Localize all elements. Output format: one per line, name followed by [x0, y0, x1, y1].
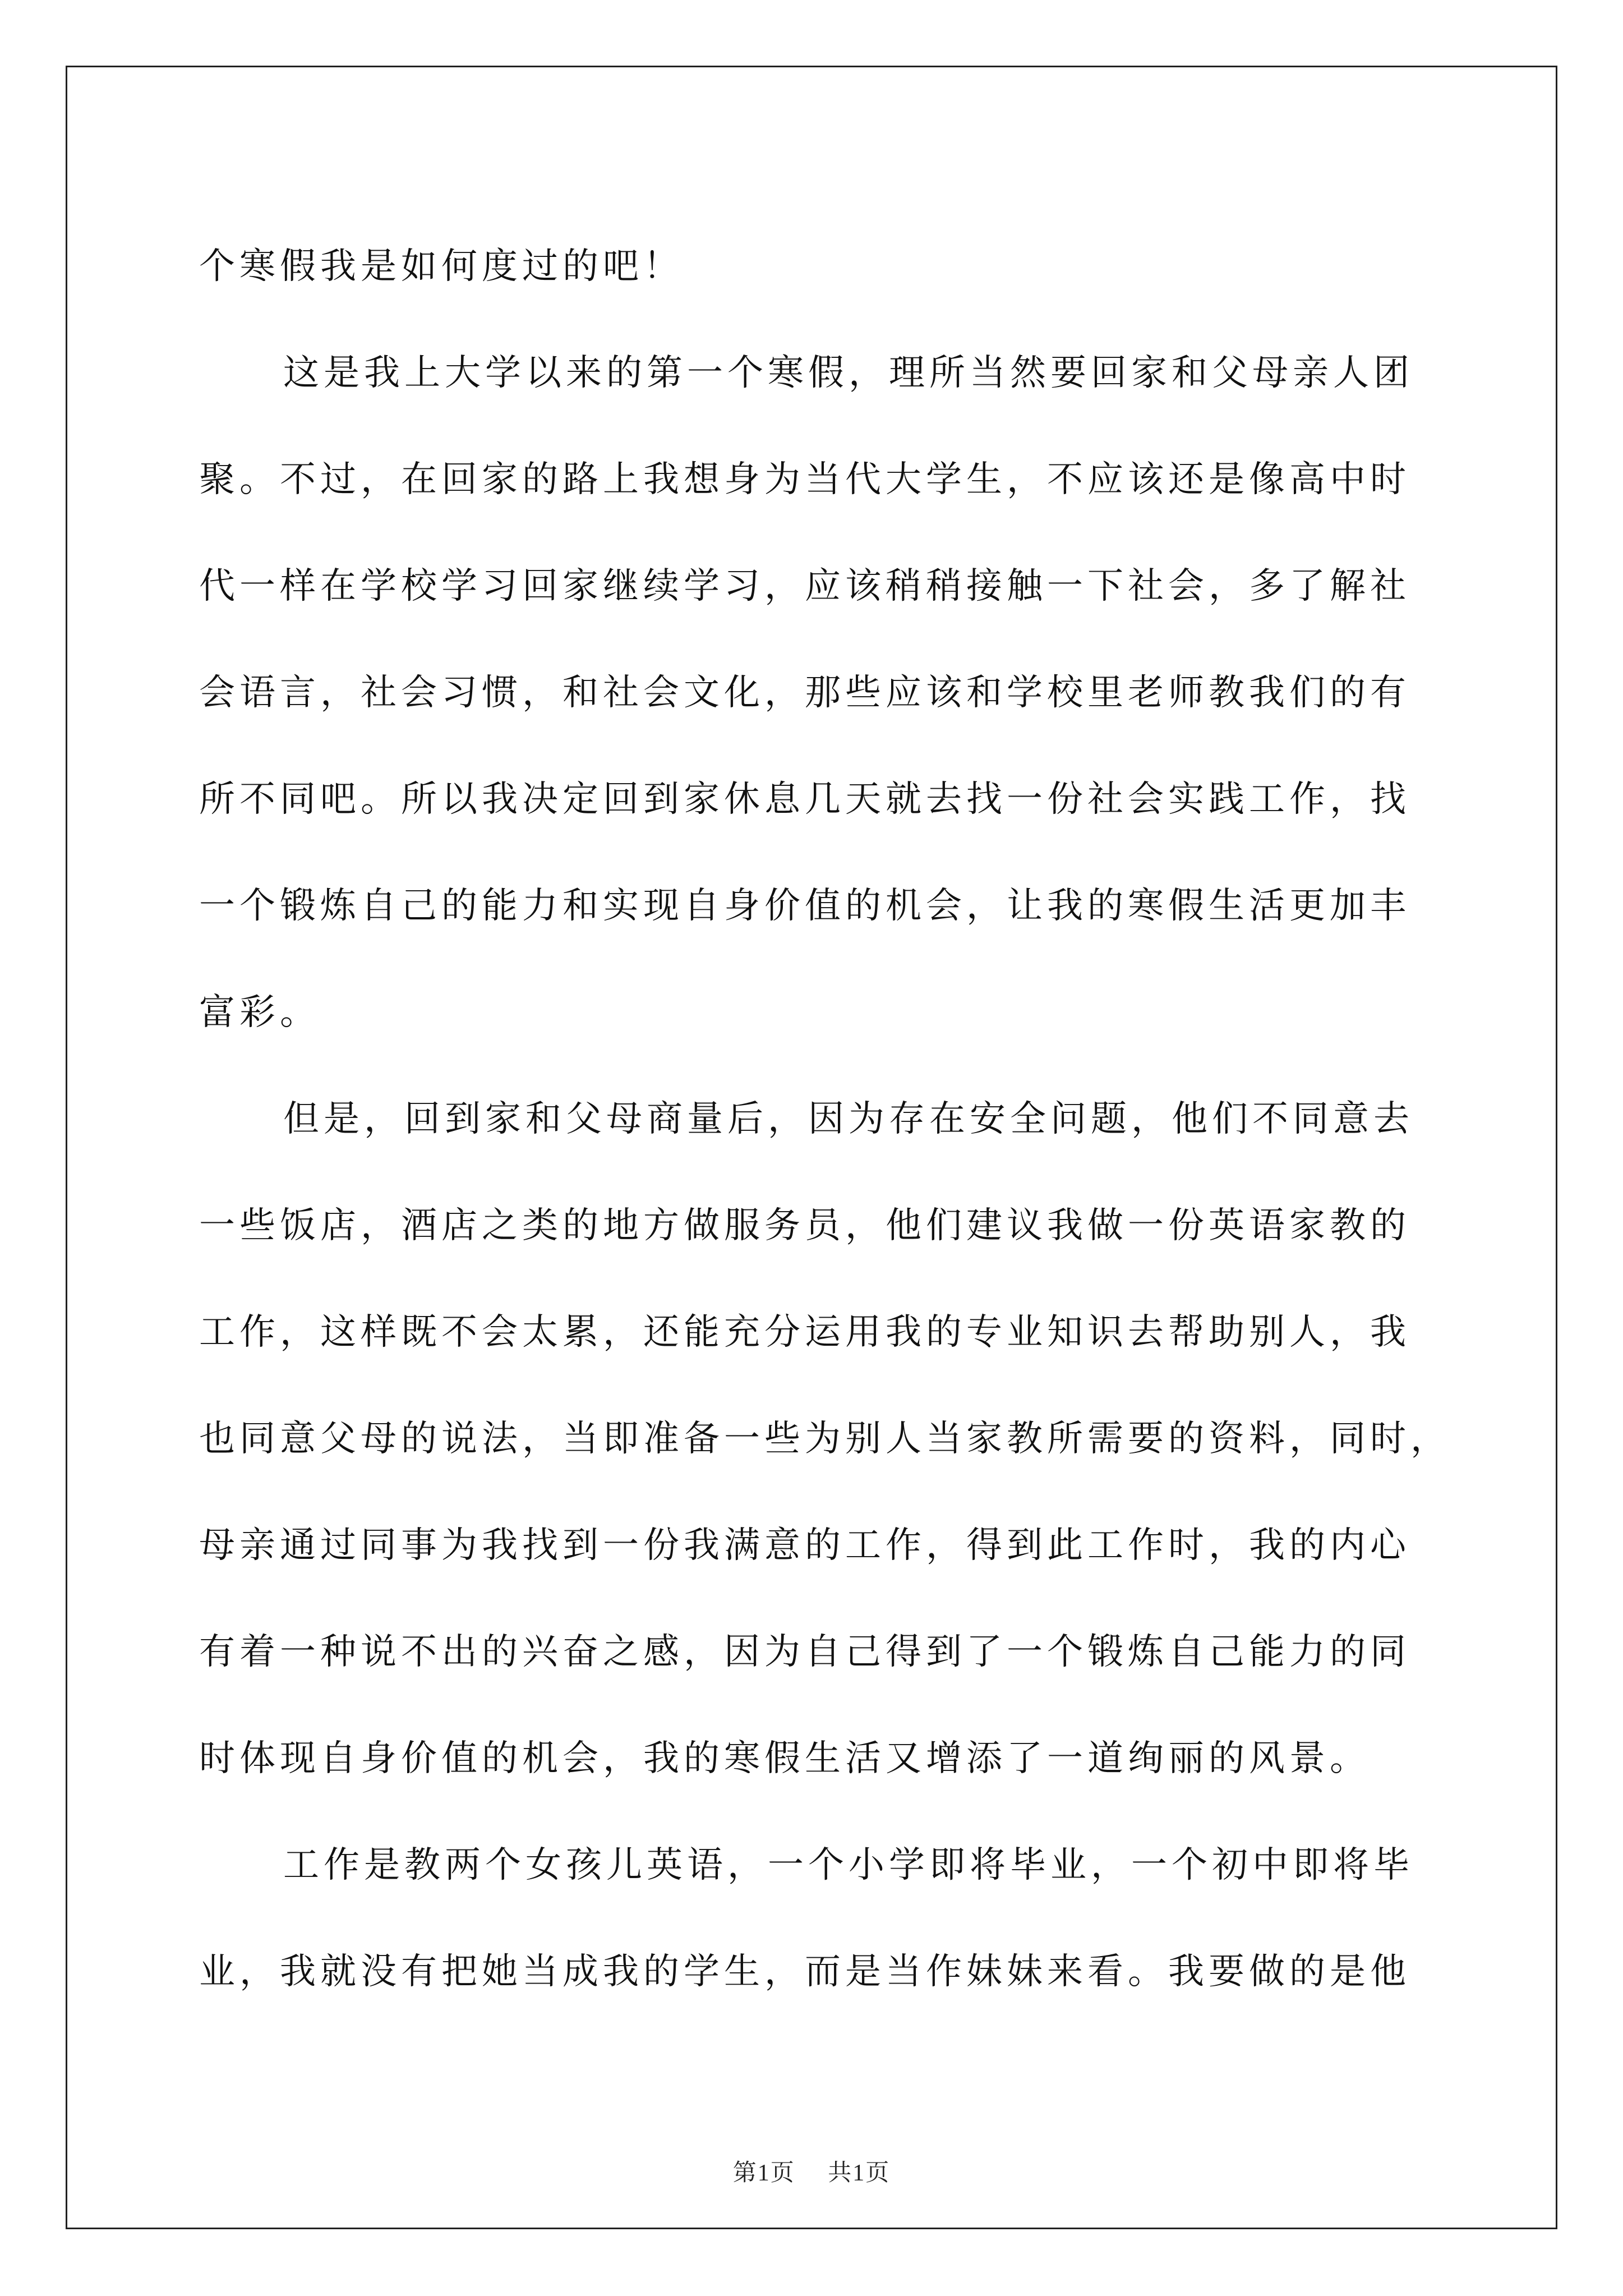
text-line: 富彩。 — [199, 992, 320, 1033]
document-body — [199, 213, 1451, 2025]
text-line: 时体现自身价值的机会，我的寒假生活又增添了一道绚丽的风景。 — [199, 1738, 1370, 1779]
text-line: 一个锻炼自己的能力和实现自身价值的机会，让我的寒假生活更加丰 — [199, 885, 1410, 927]
page-number: 第1页 — [732, 2160, 795, 2186]
page-footer — [0, 2154, 1623, 2188]
text-line: 业，我就没有把她当成我的学生，而是当作妹妹来看。我要做的是他 — [199, 1951, 1410, 1993]
text-line: 母亲通过同事为我找到一份我满意的工作，得到此工作时，我的内心 — [199, 1525, 1410, 1566]
page-total: 共1页 — [828, 2160, 891, 2186]
text-line: 个寒假我是如何度过的吧！ — [199, 246, 684, 287]
text-line: 也同意父母的说法，当即准备一些为别人当家教所需要的资料，同时， — [199, 1418, 1451, 1460]
text-line: 这是我上大学以来的第一个寒假，理所当然要回家和父母亲人团 — [283, 352, 1414, 394]
text-line: 工作是教两个女孩儿英语，一个小学即将毕业，一个初中即将毕 — [283, 1844, 1414, 1886]
text-line: 所不同吧。所以我决定回到家休息几天就去找一份社会实践工作，找 — [199, 779, 1410, 820]
text-line: 一些饭店，酒店之类的地方做服务员，他们建议我做一份英语家教的 — [199, 1205, 1410, 1246]
text-line: 聚。不过，在回家的路上我想身为当代大学生，不应该还是像高中时 — [199, 459, 1410, 500]
text-line: 有着一种说不出的兴奋之感，因为自己得到了一个锻炼自己能力的同 — [199, 1631, 1410, 1673]
text-line: 会语言，社会习惯，和社会文化，那些应该和学校里老师教我们的有 — [199, 672, 1410, 714]
text-line: 工作，这样既不会太累，还能充分运用我的专业知识去帮助别人，我 — [199, 1312, 1410, 1353]
text-line: 但是，回到家和父母商量后，因为存在安全问题，他们不同意去 — [283, 1098, 1414, 1140]
text-line: 代一样在学校学习回家继续学习，应该稍稍接触一下社会，多了解社 — [199, 565, 1410, 607]
